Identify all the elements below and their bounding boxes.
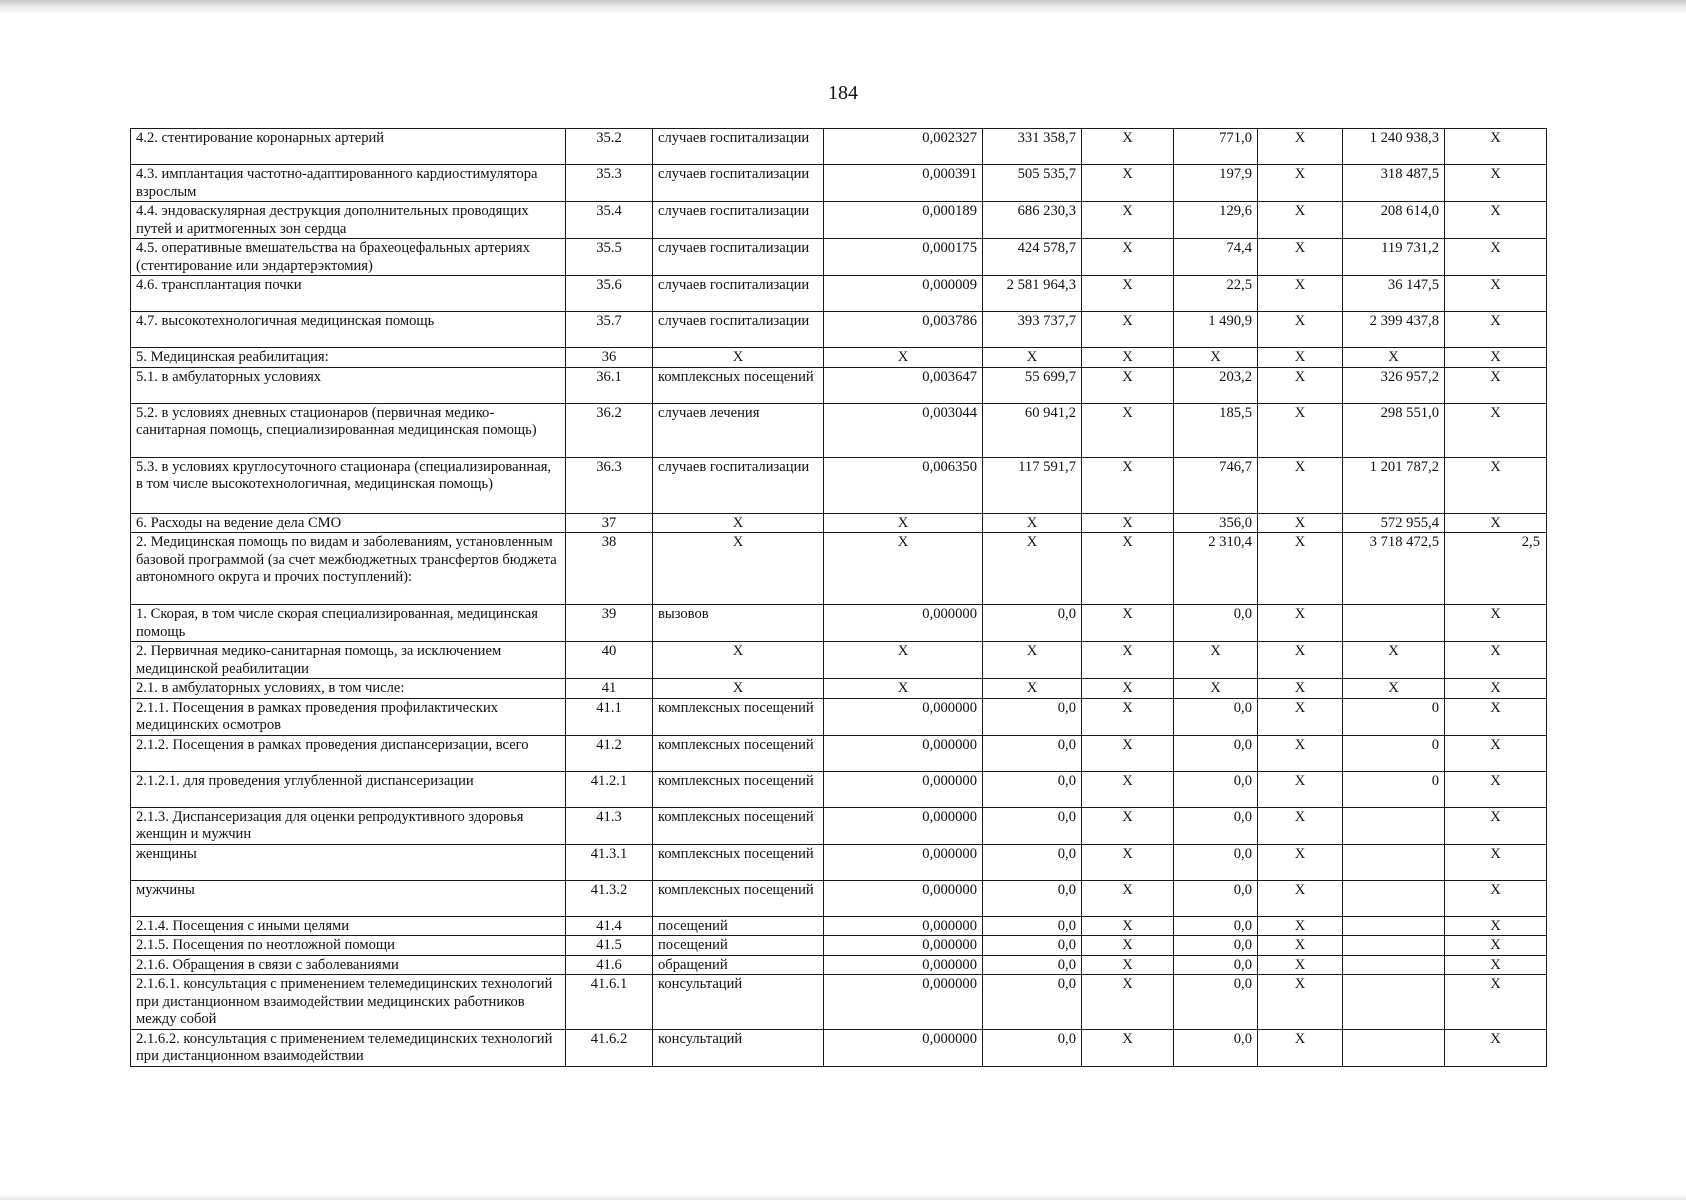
table-row — [131, 348, 1547, 368]
cell-last: Х — [1445, 367, 1547, 403]
row-unit: комплексных посещений — [653, 880, 824, 916]
row-name: 4.4. эндоваскулярная деструкция дополнительных проводящих путей и аритмогенных зон сердца — [131, 202, 566, 239]
cell-rate: 0,003647 — [824, 367, 983, 403]
cell-last: Х — [1445, 844, 1547, 880]
cell-amount: Х — [1174, 679, 1258, 699]
row-name: женщины — [131, 844, 566, 880]
cell-rate: 0,003786 — [824, 312, 983, 348]
table-row — [131, 129, 1547, 165]
cell-x1: Х — [1082, 312, 1174, 348]
cell-rate: 0,000175 — [824, 239, 983, 276]
row-name: 4.5. оперативные вмешательства на брахеоцефальных артериях (стентирование или эндартерэктомия) — [131, 239, 566, 276]
scan-edge-bottom — [0, 1194, 1686, 1200]
cell-x1: Х — [1082, 975, 1174, 1030]
row-unit: случаев госпитализации — [653, 129, 824, 165]
cell-amount: 0,0 — [1174, 975, 1258, 1030]
cell-last: Х — [1445, 642, 1547, 679]
cell-cost: 0,0 — [983, 844, 1082, 880]
table-row — [131, 312, 1547, 348]
cell-total — [1343, 807, 1445, 844]
row-unit: случаев госпитализации — [653, 457, 824, 513]
row-code: 41.6 — [566, 955, 653, 975]
cell-amount: Х — [1174, 642, 1258, 679]
cell-total: 326 957,2 — [1343, 367, 1445, 403]
cell-total: 3 718 472,5 — [1343, 533, 1445, 605]
cell-amount: 0,0 — [1174, 1029, 1258, 1066]
cell-cost: 424 578,7 — [983, 239, 1082, 276]
cell-last: Х — [1445, 513, 1547, 533]
table-row — [131, 457, 1547, 513]
cell-x1: Х — [1082, 367, 1174, 403]
row-code: 41.2 — [566, 735, 653, 771]
row-unit: комплексных посещений — [653, 844, 824, 880]
row-unit: комплексных посещений — [653, 771, 824, 807]
cell-x2: Х — [1258, 239, 1343, 276]
cell-total — [1343, 975, 1445, 1030]
cell-last: Х — [1445, 936, 1547, 956]
cell-x1: Х — [1082, 1029, 1174, 1066]
cell-rate: Х — [824, 679, 983, 699]
cell-cost: 0,0 — [983, 936, 1082, 956]
cell-last: Х — [1445, 916, 1547, 936]
cell-x1: Х — [1082, 457, 1174, 513]
cell-amount: 0,0 — [1174, 880, 1258, 916]
cell-x1: Х — [1082, 880, 1174, 916]
row-name: 2.1.6. Обращения в связи с заболеваниями — [131, 955, 566, 975]
row-name: мужчины — [131, 880, 566, 916]
cell-amount: 185,5 — [1174, 403, 1258, 457]
row-name: 2. Первичная медико-санитарная помощь, за исключением медицинской реабилитации — [131, 642, 566, 679]
cell-last: Х — [1445, 457, 1547, 513]
table-row — [131, 642, 1547, 679]
cell-rate: 0,000000 — [824, 916, 983, 936]
row-unit: Х — [653, 513, 824, 533]
cell-x1: Х — [1082, 679, 1174, 699]
cell-last: Х — [1445, 880, 1547, 916]
cell-amount: 1 490,9 — [1174, 312, 1258, 348]
row-name: 4.7. высокотехнологичная медицинская помощь — [131, 312, 566, 348]
row-code: 41.5 — [566, 936, 653, 956]
row-name: 5.1. в амбулаторных условиях — [131, 367, 566, 403]
row-code: 41.3 — [566, 807, 653, 844]
cell-total: 208 614,0 — [1343, 202, 1445, 239]
cell-last: 2,5 — [1445, 533, 1547, 605]
cell-x2: Х — [1258, 975, 1343, 1030]
cell-x2: Х — [1258, 403, 1343, 457]
row-unit: Х — [653, 642, 824, 679]
cell-total: 298 551,0 — [1343, 403, 1445, 457]
table-row — [131, 513, 1547, 533]
row-unit: Х — [653, 348, 824, 368]
cell-total — [1343, 605, 1445, 642]
cell-cost: 331 358,7 — [983, 129, 1082, 165]
row-unit: посещений — [653, 936, 824, 956]
cell-amount: 0,0 — [1174, 698, 1258, 735]
cell-x1: Х — [1082, 165, 1174, 202]
cell-total: 36 147,5 — [1343, 276, 1445, 312]
cell-rate: 0,000000 — [824, 936, 983, 956]
cell-cost: Х — [983, 642, 1082, 679]
row-name: 2.1.2. Посещения в рамках проведения диспансеризации, всего — [131, 735, 566, 771]
cell-x1: Х — [1082, 533, 1174, 605]
cell-cost: 55 699,7 — [983, 367, 1082, 403]
cell-total: 0 — [1343, 771, 1445, 807]
row-code: 36.1 — [566, 367, 653, 403]
row-name: 2.1.4. Посещения с иными целями — [131, 916, 566, 936]
cell-amount: 0,0 — [1174, 735, 1258, 771]
cell-x1: Х — [1082, 348, 1174, 368]
cell-x1: Х — [1082, 698, 1174, 735]
table-row — [131, 936, 1547, 956]
cell-x1: Х — [1082, 771, 1174, 807]
cell-amount: Х — [1174, 348, 1258, 368]
cell-rate: 0,000000 — [824, 975, 983, 1030]
row-code: 40 — [566, 642, 653, 679]
cell-x2: Х — [1258, 165, 1343, 202]
cell-total: 119 731,2 — [1343, 239, 1445, 276]
cell-cost: 0,0 — [983, 735, 1082, 771]
cell-amount: 771,0 — [1174, 129, 1258, 165]
cell-cost: 686 230,3 — [983, 202, 1082, 239]
cell-cost: 2 581 964,3 — [983, 276, 1082, 312]
cell-total — [1343, 955, 1445, 975]
cell-last: Х — [1445, 129, 1547, 165]
cell-last: Х — [1445, 202, 1547, 239]
cell-cost: Х — [983, 533, 1082, 605]
cell-rate: 0,000000 — [824, 955, 983, 975]
cell-cost: 0,0 — [983, 880, 1082, 916]
cell-rate: Х — [824, 533, 983, 605]
table-row — [131, 276, 1547, 312]
cell-rate: 0,006350 — [824, 457, 983, 513]
cell-total — [1343, 1029, 1445, 1066]
row-code: 41.2.1 — [566, 771, 653, 807]
cell-amount: 74,4 — [1174, 239, 1258, 276]
cell-x1: Х — [1082, 403, 1174, 457]
cell-total: Х — [1343, 642, 1445, 679]
cell-rate: 0,000000 — [824, 605, 983, 642]
table-row — [131, 239, 1547, 276]
cell-cost: 0,0 — [983, 771, 1082, 807]
cell-cost: 60 941,2 — [983, 403, 1082, 457]
table-row — [131, 367, 1547, 403]
cell-total: Х — [1343, 679, 1445, 699]
cell-last: Х — [1445, 276, 1547, 312]
table-row — [131, 698, 1547, 735]
cell-x2: Х — [1258, 129, 1343, 165]
cell-x1: Х — [1082, 807, 1174, 844]
row-name: 2.1.5. Посещения по неотложной помощи — [131, 936, 566, 956]
cell-total: 1 201 787,2 — [1343, 457, 1445, 513]
row-unit: случаев госпитализации — [653, 165, 824, 202]
row-name: 2.1. в амбулаторных условиях, в том числе: — [131, 679, 566, 699]
row-code: 41.3.1 — [566, 844, 653, 880]
row-unit: посещений — [653, 916, 824, 936]
table-row — [131, 807, 1547, 844]
cell-rate: 0,000000 — [824, 698, 983, 735]
cell-total: 318 487,5 — [1343, 165, 1445, 202]
cell-amount: 129,6 — [1174, 202, 1258, 239]
row-code: 41.4 — [566, 916, 653, 936]
row-unit: обращений — [653, 955, 824, 975]
row-unit: случаев госпитализации — [653, 239, 824, 276]
row-name: 4.6. трансплантация почки — [131, 276, 566, 312]
row-name: 2.1.2.1. для проведения углубленной диспансеризации — [131, 771, 566, 807]
cell-rate: 0,000000 — [824, 1029, 983, 1066]
cell-x1: Х — [1082, 239, 1174, 276]
cell-total: 572 955,4 — [1343, 513, 1445, 533]
cell-x2: Х — [1258, 605, 1343, 642]
table-row — [131, 1029, 1547, 1066]
cell-x1: Х — [1082, 936, 1174, 956]
cell-amount: 0,0 — [1174, 936, 1258, 956]
row-unit: комплексных посещений — [653, 807, 824, 844]
table-row — [131, 679, 1547, 699]
cell-x2: Х — [1258, 642, 1343, 679]
row-code: 41.3.2 — [566, 880, 653, 916]
cell-rate: 0,000000 — [824, 771, 983, 807]
cell-x2: Х — [1258, 698, 1343, 735]
cell-rate: 0,003044 — [824, 403, 983, 457]
cell-amount: 0,0 — [1174, 771, 1258, 807]
page-number: 184 — [828, 82, 858, 104]
cell-rate: 0,000000 — [824, 880, 983, 916]
cell-amount: 2 310,4 — [1174, 533, 1258, 605]
cell-x2: Х — [1258, 533, 1343, 605]
row-unit: Х — [653, 533, 824, 605]
cell-rate: 0,000189 — [824, 202, 983, 239]
cell-amount: 0,0 — [1174, 844, 1258, 880]
cell-total: 2 399 437,8 — [1343, 312, 1445, 348]
cell-rate: 0,000000 — [824, 844, 983, 880]
cell-x1: Х — [1082, 276, 1174, 312]
row-code: 41.6.1 — [566, 975, 653, 1030]
cell-x2: Х — [1258, 771, 1343, 807]
cell-total — [1343, 880, 1445, 916]
row-code: 35.2 — [566, 129, 653, 165]
cell-amount: 197,9 — [1174, 165, 1258, 202]
row-name: 1. Скорая, в том числе скорая специализированная, медицинская помощь — [131, 605, 566, 642]
row-unit: случаев госпитализации — [653, 202, 824, 239]
cell-rate: 0,000000 — [824, 807, 983, 844]
row-code: 36.3 — [566, 457, 653, 513]
cell-cost: 0,0 — [983, 975, 1082, 1030]
cell-amount: 0,0 — [1174, 916, 1258, 936]
table-row — [131, 880, 1547, 916]
row-code: 39 — [566, 605, 653, 642]
cell-x2: Х — [1258, 955, 1343, 975]
row-name: 2.1.1. Посещения в рамках проведения профилактических медицинских осмотров — [131, 698, 566, 735]
row-unit: консультаций — [653, 1029, 824, 1066]
cell-last: Х — [1445, 975, 1547, 1030]
cell-x2: Х — [1258, 276, 1343, 312]
table-row — [131, 916, 1547, 936]
cell-x2: Х — [1258, 679, 1343, 699]
cell-cost: 0,0 — [983, 916, 1082, 936]
row-name: 6. Расходы на ведение дела СМО — [131, 513, 566, 533]
cell-cost: Х — [983, 513, 1082, 533]
row-code: 41 — [566, 679, 653, 699]
cell-total — [1343, 916, 1445, 936]
cell-rate: Х — [824, 642, 983, 679]
table-row — [131, 771, 1547, 807]
row-code: 41.6.2 — [566, 1029, 653, 1066]
cell-cost: 393 737,7 — [983, 312, 1082, 348]
cell-last: Х — [1445, 955, 1547, 975]
table-row — [131, 533, 1547, 605]
table-row — [131, 165, 1547, 202]
cell-x2: Х — [1258, 807, 1343, 844]
cell-x1: Х — [1082, 642, 1174, 679]
row-code: 41.1 — [566, 698, 653, 735]
cell-rate: 0,000000 — [824, 735, 983, 771]
cell-cost: Х — [983, 679, 1082, 699]
row-unit: комплексных посещений — [653, 735, 824, 771]
row-unit: комплексных посещений — [653, 698, 824, 735]
row-code: 36 — [566, 348, 653, 368]
cell-last: Х — [1445, 312, 1547, 348]
cell-cost: 0,0 — [983, 605, 1082, 642]
cell-last: Х — [1445, 605, 1547, 642]
cell-rate: 0,000009 — [824, 276, 983, 312]
cell-cost: 0,0 — [983, 698, 1082, 735]
row-code: 36.2 — [566, 403, 653, 457]
cell-cost: 0,0 — [983, 955, 1082, 975]
row-unit: случаев лечения — [653, 403, 824, 457]
cell-x2: Х — [1258, 457, 1343, 513]
cell-x2: Х — [1258, 513, 1343, 533]
cell-rate: 0,002327 — [824, 129, 983, 165]
row-name: 2.1.6.2. консультация с применением телемедицинских технологий при дистанционном взаимодействии — [131, 1029, 566, 1066]
cell-cost: Х — [983, 348, 1082, 368]
cell-amount: 356,0 — [1174, 513, 1258, 533]
cell-x1: Х — [1082, 844, 1174, 880]
cell-x1: Х — [1082, 735, 1174, 771]
cell-x1: Х — [1082, 202, 1174, 239]
cell-last: Х — [1445, 735, 1547, 771]
cell-x1: Х — [1082, 955, 1174, 975]
cell-rate: Х — [824, 513, 983, 533]
row-unit: комплексных посещений — [653, 367, 824, 403]
cell-cost: 0,0 — [983, 807, 1082, 844]
cell-x2: Х — [1258, 880, 1343, 916]
cell-amount: 0,0 — [1174, 605, 1258, 642]
cell-x2: Х — [1258, 367, 1343, 403]
cell-x1: Х — [1082, 129, 1174, 165]
cell-x2: Х — [1258, 735, 1343, 771]
cell-amount: 203,2 — [1174, 367, 1258, 403]
row-name: 5.3. в условиях круглосуточного стационара (специализированная, в том числе высокотехнологичная, медицинская помощь) — [131, 457, 566, 513]
table-row — [131, 202, 1547, 239]
cell-x1: Х — [1082, 916, 1174, 936]
row-code: 37 — [566, 513, 653, 533]
cell-amount: 746,7 — [1174, 457, 1258, 513]
cell-cost: 117 591,7 — [983, 457, 1082, 513]
cell-amount: 0,0 — [1174, 807, 1258, 844]
cell-x1: Х — [1082, 513, 1174, 533]
cell-x2: Х — [1258, 202, 1343, 239]
row-code: 35.6 — [566, 276, 653, 312]
row-name: 2.1.6.1. консультация с применением телемедицинских технологий при дистанционном взаимодействии медицинских работников между собой — [131, 975, 566, 1030]
row-name: 5.2. в условиях дневных стационаров (первичная медико-санитарная помощь, специализированная медицинская помощь) — [131, 403, 566, 457]
table-row — [131, 605, 1547, 642]
cell-last: Х — [1445, 698, 1547, 735]
row-code: 35.7 — [566, 312, 653, 348]
row-name: 4.2. стентирование коронарных артерий — [131, 129, 566, 165]
row-name: 4.3. имплантация частотно-адаптированного кардиостимулятора взрослым — [131, 165, 566, 202]
cell-last: Х — [1445, 403, 1547, 457]
cell-cost: 0,0 — [983, 1029, 1082, 1066]
cell-rate: Х — [824, 348, 983, 368]
cell-amount: 0,0 — [1174, 955, 1258, 975]
cell-x2: Х — [1258, 348, 1343, 368]
row-unit: вызовов — [653, 605, 824, 642]
cell-total — [1343, 936, 1445, 956]
cell-total: Х — [1343, 348, 1445, 368]
cell-x2: Х — [1258, 844, 1343, 880]
row-unit: Х — [653, 679, 824, 699]
cell-x2: Х — [1258, 936, 1343, 956]
row-name: 5. Медицинская реабилитация: — [131, 348, 566, 368]
row-code: 38 — [566, 533, 653, 605]
cell-last: Х — [1445, 807, 1547, 844]
cell-last: Х — [1445, 239, 1547, 276]
cell-cost: 505 535,7 — [983, 165, 1082, 202]
budget-table — [130, 128, 1547, 1067]
table-row — [131, 735, 1547, 771]
cell-amount: 22,5 — [1174, 276, 1258, 312]
table-row — [131, 403, 1547, 457]
cell-last: Х — [1445, 1029, 1547, 1066]
cell-last: Х — [1445, 771, 1547, 807]
table-body — [131, 129, 1547, 1067]
cell-rate: 0,000391 — [824, 165, 983, 202]
cell-total — [1343, 844, 1445, 880]
cell-last: Х — [1445, 348, 1547, 368]
row-code: 35.5 — [566, 239, 653, 276]
row-unit: случаев госпитализации — [653, 276, 824, 312]
row-unit: консультаций — [653, 975, 824, 1030]
cell-last: Х — [1445, 679, 1547, 699]
row-code: 35.4 — [566, 202, 653, 239]
cell-last: Х — [1445, 165, 1547, 202]
table-row — [131, 955, 1547, 975]
table-row — [131, 844, 1547, 880]
row-name: 2. Медицинская помощь по видам и заболеваниям, установленным базовой программой (за счет межбюджетных трансфертов бюджета автономного округа и прочих поступлений): — [131, 533, 566, 605]
cell-total: 1 240 938,3 — [1343, 129, 1445, 165]
cell-total: 0 — [1343, 735, 1445, 771]
cell-total: 0 — [1343, 698, 1445, 735]
scan-edge-top — [0, 0, 1686, 14]
cell-x2: Х — [1258, 312, 1343, 348]
table-row — [131, 975, 1547, 1030]
cell-x2: Х — [1258, 916, 1343, 936]
cell-x1: Х — [1082, 605, 1174, 642]
row-name: 2.1.3. Диспансеризация для оценки репродуктивного здоровья женщин и мужчин — [131, 807, 566, 844]
row-unit: случаев госпитализации — [653, 312, 824, 348]
row-code: 35.3 — [566, 165, 653, 202]
cell-x2: Х — [1258, 1029, 1343, 1066]
